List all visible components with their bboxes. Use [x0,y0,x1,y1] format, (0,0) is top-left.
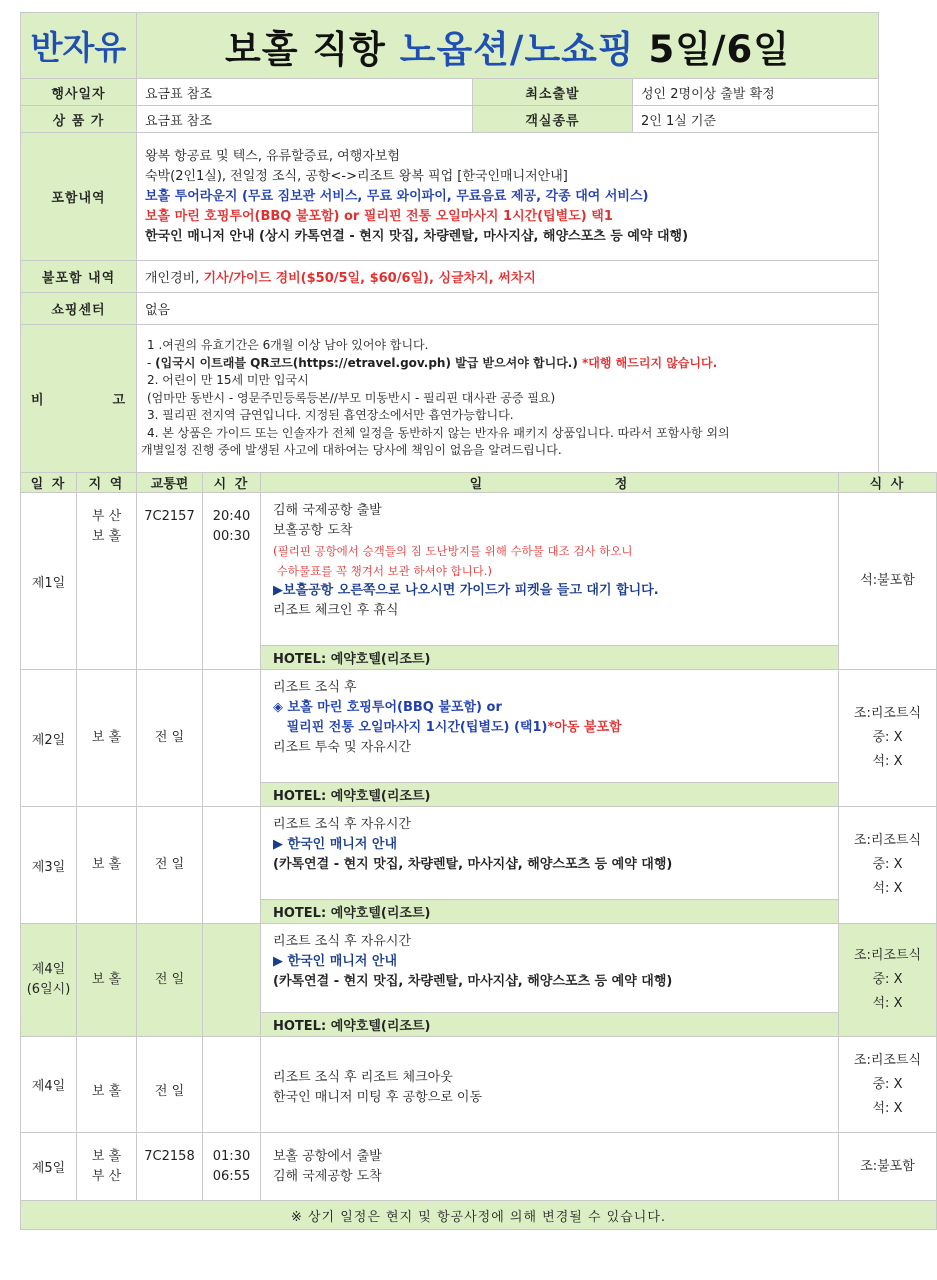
min-departure-label: 최소출발 [473,79,633,106]
notes-label-b: 고 [112,393,126,408]
day-label-main: 제4일 [31,962,66,977]
day-row-3 [21,807,937,924]
time-cell [203,924,261,1037]
schedule-line: 리조트 조식 후 자유시간 [273,934,411,949]
meal-dinner: 석: X [872,996,903,1011]
schedule-line: 리조트 체크인 후 휴식 [273,603,399,618]
region-cell: 보 홀 [77,807,137,924]
time-depart: 01:30 [212,1148,251,1164]
schedule-line: 한국인 매니저 미팅 후 공항으로 이동 [273,1089,483,1105]
transport-cell: 전 일 [137,1037,203,1133]
schedule-line: 리조트 조식 후 리조트 체크아웃 [273,1069,453,1085]
meal-breakfast: 조:리조트식 [853,706,922,721]
meal-breakfast: 조:리조트식 [853,833,922,848]
included-label: 포함내역 [21,133,137,261]
schedule-cell [261,670,839,807]
schedule-line: 보홀 공항에서 출발 [273,1148,382,1164]
schedule-table [20,472,937,1230]
option-child-note: *아동 불포함 [547,720,622,735]
included-line: 숙박(2인1실), 전일정 조식, 공항<->리조트 왕복 픽업 [한국인매니저안내] [145,168,568,184]
min-departure-value: 성인 2명이상 출발 확정 [633,79,879,106]
schedule-option [273,718,828,738]
col-region: 지 역 [77,473,137,493]
schedule-line: 리조트 투숙 및 자유시간 [273,740,411,755]
hotel-info: HOTEL: 예약호텔(리조트) [261,899,838,923]
col-day: 일 자 [21,473,77,493]
schedule-line: 김해 국제공항 출발 [273,503,382,518]
schedule-line: 보홀공항 도착 [273,523,353,538]
notes-content [137,325,879,473]
region-cell [77,493,137,670]
date-label: 행사일자 [21,79,137,106]
hotel-info: HOTEL: 예약호텔(리조트) [261,782,838,806]
time-cell [203,670,261,807]
schedule-line: 리조트 조식 후 자유시간 [273,817,411,832]
day-label: 제5일 [21,1133,77,1201]
transport-cell: 전 일 [137,807,203,924]
region-from: 보 홀 [91,1148,122,1164]
shopping-label: 쇼핑센터 [21,293,137,325]
included-line: 한국인 매니저 안내 (상시 카톡연결 - 현지 맛집, 차량렌탈, 마사지샵, 해양스포츠 등 예약 대행) [145,228,689,244]
schedule-guide-note: ▶보홀공항 오른쪽으로 나오시면 가이드가 피켓을 들고 대기 합니다. [273,583,659,598]
region-cell [77,1133,137,1201]
title-days: 5일/6일 [634,27,791,71]
note-qr: (입국시 이트래블 QR코드(https://etravel.gov.ph) 발급 받으셔야 합니다.) [155,355,583,370]
note-line: (엄마만 동반시 - 영문주민등록등본//부모 미동반시 - 필리핀 대사관 공증 필요) [147,390,556,405]
hotel-info: HOTEL: 예약호텔(리조트) [261,645,838,669]
room-type-label: 객실종류 [473,106,633,133]
schedule-line: 리조트 조식 후 [273,680,357,695]
schedule-warning: 수하물표를 꼭 챙겨서 보관 하셔야 합니다.) [273,564,492,578]
region-to: 보 홀 [91,529,122,544]
day-row-4-six-day [21,924,937,1037]
day-label [21,924,77,1037]
time-cell [203,807,261,924]
price-label: 상 품 가 [21,106,137,133]
meal-breakfast: 조:리조트식 [853,948,922,963]
note-line: 개별일정 진행 중에 발생된 사고에 대하여는 당사에 책임이 없음을 알려드립니다. [141,443,562,458]
schedule-cell [261,924,839,1037]
day-label: 제1일 [21,493,77,670]
schedule-cell [261,807,839,924]
col-transport: 교통편 [137,473,203,493]
time-arrive: 06:55 [212,1168,251,1184]
day-label-note: (6일시) [26,982,71,997]
region-cell: 보 홀 [77,1037,137,1133]
note-dash: - [147,355,156,370]
notes-label [21,325,137,473]
schedule-manager: ▶ 한국인 매니저 안내 [273,837,398,852]
time-cell [203,1037,261,1133]
included-line: 보홀 투어라운지 (무료 짐보관 서비스, 무료 와이파이, 무료음료 제공, 각종 대여 서비스) [145,188,649,204]
schedule-manager-detail: (카톡연결 - 현지 맛집, 차량렌탈, 마사지샵, 해양스포츠 등 예약 대행) [273,857,673,872]
title-route: 보홀 직항 [224,27,400,71]
meal-breakfast: 조:리조트식 [853,1052,922,1068]
schedule-cell [261,1133,839,1201]
region-from: 부 산 [91,509,122,524]
room-type-value: 2인 1실 기준 [633,106,879,133]
hotel-info: HOTEL: 예약호텔(리조트) [261,1012,838,1036]
schedule-option: ◈ 보홀 마린 호핑투어(BBQ 불포함) or [273,700,502,715]
day-label: 제3일 [21,807,77,924]
excluded-fees: 기사/가이드 경비($50/5일, $60/6일), 싱글차지, 써차지 [203,271,536,286]
meal-lunch: 중: X [872,972,903,987]
itinerary-sheet [20,12,922,1230]
schedule-warning: (필리핀 공항에서 승객들의 짐 도난방지를 위해 수하물 대조 검사 하오니 [273,544,633,558]
meal-lunch: 중: X [872,730,903,745]
day-label: 제2일 [21,670,77,807]
notes-label-a: 비 [31,393,45,408]
region-cell: 보 홀 [77,670,137,807]
meal-cell [839,1037,937,1133]
day-row-5 [21,1133,937,1201]
time-arrive: 00:30 [212,529,251,544]
shopping-value: 없음 [137,293,879,325]
note-no-proxy: *대행 해드리지 않습니다. [582,355,718,370]
region-cell: 보 홀 [77,924,137,1037]
meal-dinner: 석: X [872,754,903,769]
note-line: 3. 필리핀 전지역 금연입니다. 지정된 흡연장소에서만 흡연가능합니다. [147,408,514,423]
excluded-label: 불포함 내역 [21,261,137,293]
meal-cell [839,807,937,924]
meal-lunch: 중: X [872,1076,903,1092]
col-meal: 식 사 [839,473,937,493]
flight-number: 7C2158 [137,1133,203,1201]
meal-cell [839,924,937,1037]
col-schedule: 일 정 [261,473,839,493]
meal-cell [839,670,937,807]
day-row-2 [21,670,937,807]
schedule-cell [261,1037,839,1133]
footer-notice: ※ 상기 일정은 현지 및 항공사정에 의해 변경될 수 있습니다. [21,1201,937,1230]
excluded-content [137,261,879,293]
included-line: 보홀 마린 호핑투어(BBQ 불포함) or 필리핀 전통 오일마사지 1시간(팁별도) 택1 [145,208,613,224]
included-content [137,133,879,261]
price-value: 요금표 참조 [137,106,473,133]
schedule-manager: ▶ 한국인 매니저 안내 [273,954,398,969]
schedule-manager-detail: (카톡연결 - 현지 맛집, 차량렌탈, 마사지샵, 해양스포츠 등 예약 대행) [273,974,673,989]
time-cell [203,493,261,670]
col-time: 시 간 [203,473,261,493]
page-title [137,13,879,79]
region-to: 부 산 [91,1168,122,1184]
time-depart: 20:40 [212,509,251,524]
excluded-personal: 개인경비, [145,271,204,286]
day-label: 제4일 [21,1037,77,1133]
meal-cell: 석:불포함 [839,493,937,670]
transport-cell: 전 일 [137,670,203,807]
meal-lunch: 중: X [872,857,903,872]
schedule-line: 김해 국제공항 도착 [273,1168,382,1184]
meal-cell: 조:불포함 [839,1133,937,1201]
option-massage: 필리핀 전통 오일마사지 1시간(팁별도) (택1) [273,720,548,735]
meal-dinner: 석: X [872,881,903,896]
schedule-header [21,473,937,493]
day-row-1 [21,493,937,670]
schedule-cell [261,493,839,670]
info-table [20,12,879,473]
date-value: 요금표 참조 [137,79,473,106]
flight-number: 7C2157 [137,493,203,670]
note-line: 4. 본 상품은 가이드 또는 인솔자가 전체 일정을 동반하지 않는 반자유 패키지 상품입니다. 따라서 포함사항 외의 [147,425,730,440]
note-line: 2. 어린이 만 15세 미만 입국시 [147,373,309,388]
note-line [141,355,874,373]
title-highlight: 노옵션/노쇼핑 [399,27,635,71]
transport-cell: 전 일 [137,924,203,1037]
day-row-4 [21,1037,937,1133]
brand-title: 반자유 [21,13,137,79]
footer-row [21,1201,937,1230]
note-line: 1 .여권의 유효기간은 6개월 이상 남아 있어야 합니다. [147,338,429,353]
meal-dinner: 석: X [872,1100,903,1116]
time-cell [203,1133,261,1201]
included-line: 왕복 항공료 및 텍스, 유류할증료, 여행자보험 [145,148,400,164]
